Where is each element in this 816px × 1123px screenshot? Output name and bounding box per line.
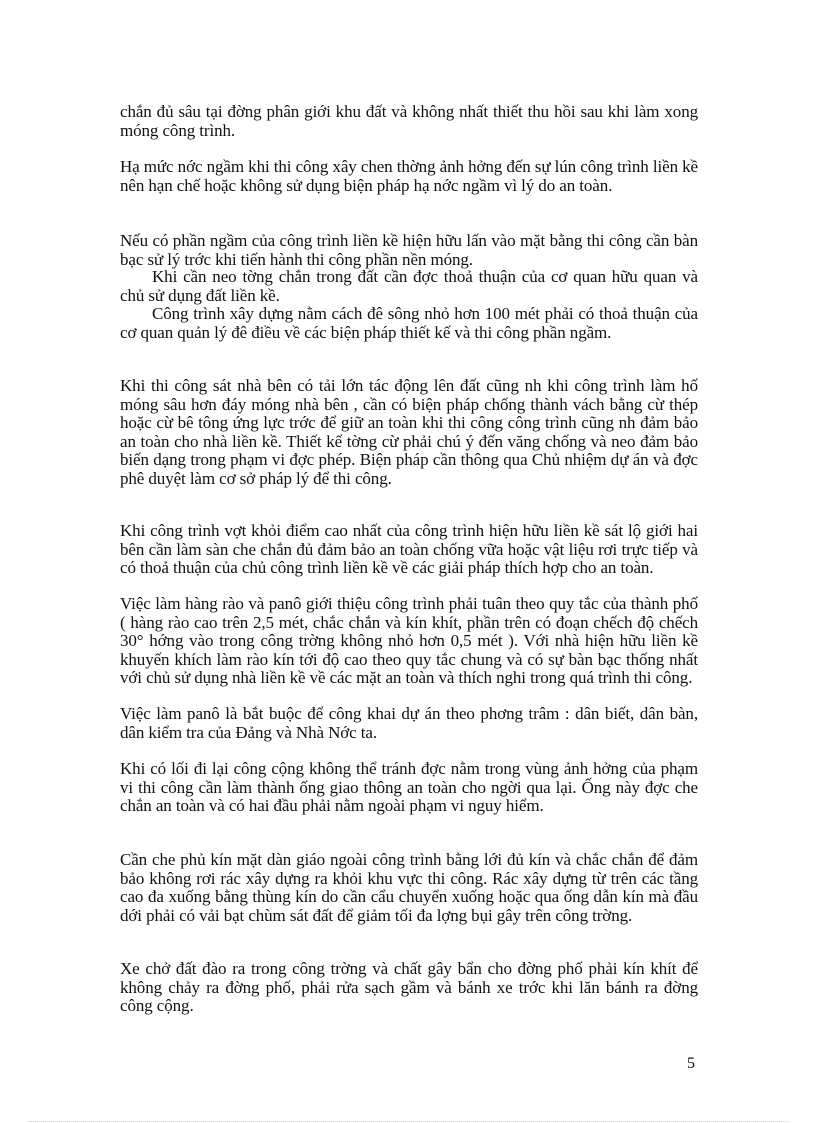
paragraph-6: Khi thi công sát nhà bên có tải lớn tác động lên đất cũng nh khi công trình làm hố móng sâu hơn đáy móng nhà bên , cần có biện pháp chống thành vách bằng cừ thép hoặc cừ bê tông ứng lực trớc để giữ an toàn khi thi công công trình cũng nh đảm bảo an toàn cho nhà liền kề. Thiết kế tờng cừ phải chú ý đến văng chống và neo đảm bảo biến dạng trong phạm vi đợc phép. Biện pháp cần thông qua Chủ nhiệm dự án và đợc phê duyệt làm cơ sở pháp lý để thi công.	[120, 376, 698, 488]
paragraph-4: Khi cần neo tờng chắn trong đất cần đợc thoả thuận của cơ quan hữu quan và chủ sử dụng đất liền kề.	[120, 267, 698, 305]
paragraph-5: Công trình xây dựng nằm cách đê sông nhỏ hơn 100 mét phải có thoả thuận của cơ quan quản lý đê điều về các biện pháp thiết kế và thi công phần ngầm.	[120, 304, 698, 342]
paragraph-9: Việc làm panô là bắt buộc để công khai dự án theo phơng trâm : dân biết, dân bàn, dân kiểm tra của Đảng và Nhà Nớc ta.	[120, 704, 698, 742]
paragraph-10: Khi có lối đi lại công cộng không thể tránh đợc nằm trong vùng ảnh hởng của phạm vi thi công cần làm thành ống giao thông an toàn cho ngời qua lại. Ống này đợc che chắn an toàn và có hai đầu phải nằm ngoài phạm vi nguy hiểm.	[120, 759, 698, 815]
paragraph-7: Khi công trình vợt khỏi điểm cao nhất của công trình hiện hữu liền kề sát lộ giới hai bên cần làm sàn che chắn đủ đảm bảo an toàn chống vữa hoặc vật liệu rơi trực tiếp và có thoả thuận của chủ công trình liền kề về các giải pháp thích hợp cho an toàn.	[120, 521, 698, 577]
paragraph-8: Việc làm hàng rào và panô giới thiệu công trình phải tuân theo quy tắc của thành phố ( hàng rào cao trên 2,5 mét, chắc chắn và kín khít, phần trên có đoạn chếch độ chếch 30° hớng vào trong công trờng không nhỏ hơn 0,5 mét ). Với nhà hiện hữu liền kề khuyến khích làm rào kín tới độ cao theo quy tắc chung và có sự bàn bạc thống nhất với chủ sử dụng nhà liền kề về các mặt an toàn và thích nghi trong quá trình thi công.	[120, 594, 698, 687]
paragraph-2: Hạ mức nớc ngầm khi thi công xây chen thờng ảnh hởng đến sự lún công trình liền kề nên hạn chế hoặc không sử dụng biện pháp hạ nớc ngầm vì lý do an toàn.	[120, 157, 698, 195]
page-bottom-divider	[28, 1121, 788, 1122]
paragraph-11: Cần che phủ kín mặt dàn giáo ngoài công trình bằng lới đủ kín và chắc chắn để đảm bảo không rơi rác xây dựng ra khỏi khu vực thi công. Rác xây dựng từ trên các tầng cao đa xuống bằng thùng kín do cần cẩu chuyển xuống hoặc qua ống dẫn kín mà đầu dới phải có vải bạt chùm sát đất để giảm tối đa lợng bụi gây trên công trờng.	[120, 850, 698, 925]
paragraph-1: chắn đủ sâu tại đờng phân giới khu đất và không nhất thiết thu hồi sau khi làm xong móng công trình.	[120, 102, 698, 140]
paragraph-12: Xe chở đất đào ra trong công trờng và chất gây bẩn cho đờng phố phải kín khít để không chảy ra đờng phố, phải rửa sạch gầm và bánh xe trớc khi lăn bánh ra đờng công cộng.	[120, 959, 698, 1015]
page-number: 5	[687, 1055, 695, 1072]
paragraph-3: Nếu có phần ngầm của công trình liền kề hiện hữu lấn vào mặt bằng thi công cần bàn bạc sử lý trớc khi tiến hành thi công phần nền móng.	[120, 231, 698, 269]
